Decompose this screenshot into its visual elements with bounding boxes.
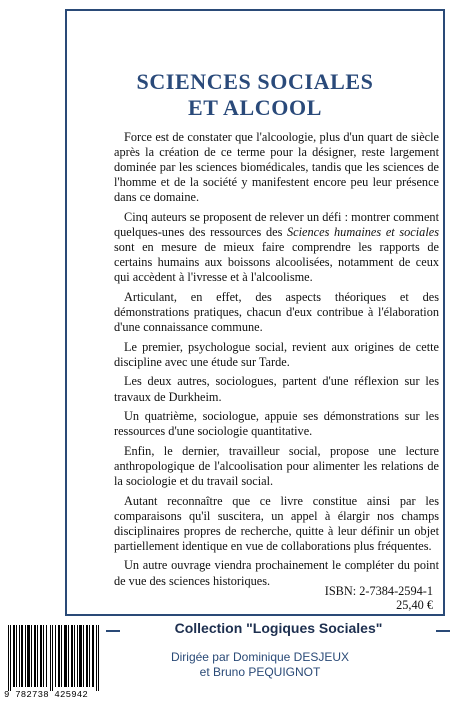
collection-label: Collection "Logiques Sociales" [174, 620, 383, 636]
paragraph-2 [114, 210, 439, 285]
paragraph-7: Enfin, le dernier, travailleur social, propose une lecture anthropologique de l'alcoolisation pour alimenter les relations de la sociologie et du travail social. [114, 443, 439, 488]
price: 25,40 € [396, 598, 433, 612]
title-line-1: SCIENCES SOCIALES [136, 69, 374, 94]
paragraph-2-tail: sont en mesure de mieux faire comprendre les rapports de certains humains aux boissons alcoolisées, notamment de ceux qui accèdent à l'ivresse et à l'alcoolisme. [114, 240, 439, 285]
paragraph-1: Force est de constater que l'alcoologie, plus d'un quart de siècle après la création de ce terme pour la désigner, reste largement dominée par les sciences biomédicales, tandis que les sciences de l'homme et de la société y manifestent encore peu leur présence dans ce domaine. [114, 130, 439, 205]
paragraph-2-start: Cinq auteurs se proposent de relever un défi : montrer comment quelques-unes des ressources des [114, 209, 439, 240]
barcode-graphic [4, 625, 104, 691]
collection-rule-left [106, 630, 120, 632]
title-line-2: ET ALCOOL [188, 95, 322, 120]
isbn: ISBN: 2-7384-2594-1 [324, 584, 433, 598]
series-editors-line-2: et Bruno PEQUIGNOT [199, 664, 321, 679]
paragraph-3: Articulant, en effet, des aspects théoriques et des démonstrations pratiques, chacun d'eux contribue à l'élaboration d'une connaissance commune. [114, 289, 439, 335]
series-editors [130, 650, 390, 679]
cover-frame [65, 9, 445, 616]
paragraph-2-italic: Sciences humaines et sociales [287, 225, 439, 240]
paragraph-4: Le premier, psychologue social, revient aux origines de cette discipline avec une étude sur Tarde. [114, 339, 439, 369]
collection-banner [106, 618, 449, 640]
paragraph-5: Les deux autres, sociologues, partent d'une réflexion sur les travaux de Durkheim. [114, 374, 439, 404]
series-editors-line-1: Dirigée par Dominique DESJEUX [170, 650, 350, 664]
paragraph-9: Un autre ouvrage viendra prochainement le compléter du point de vue des sciences historiques. [114, 558, 439, 588]
barcode [4, 625, 104, 691]
paragraph-6: Un quatrième, sociologue, appuie ses démonstrations sur les ressources d'une sociologie quantitative. [114, 409, 439, 439]
paragraph-8: Autant reconnaître que ce livre constitue ainsi par les comparaisons qu'il suscitera, un appel à élargir nos champs disciplinaires propres de recherche, quitte à leur définir un objet partiellement identique en vue de collaborations plus fréquentes. [114, 493, 439, 553]
barcode-digits: 9 782738 425942 [4, 690, 89, 700]
collection-rule-right [436, 630, 450, 632]
blurb [114, 130, 439, 593]
